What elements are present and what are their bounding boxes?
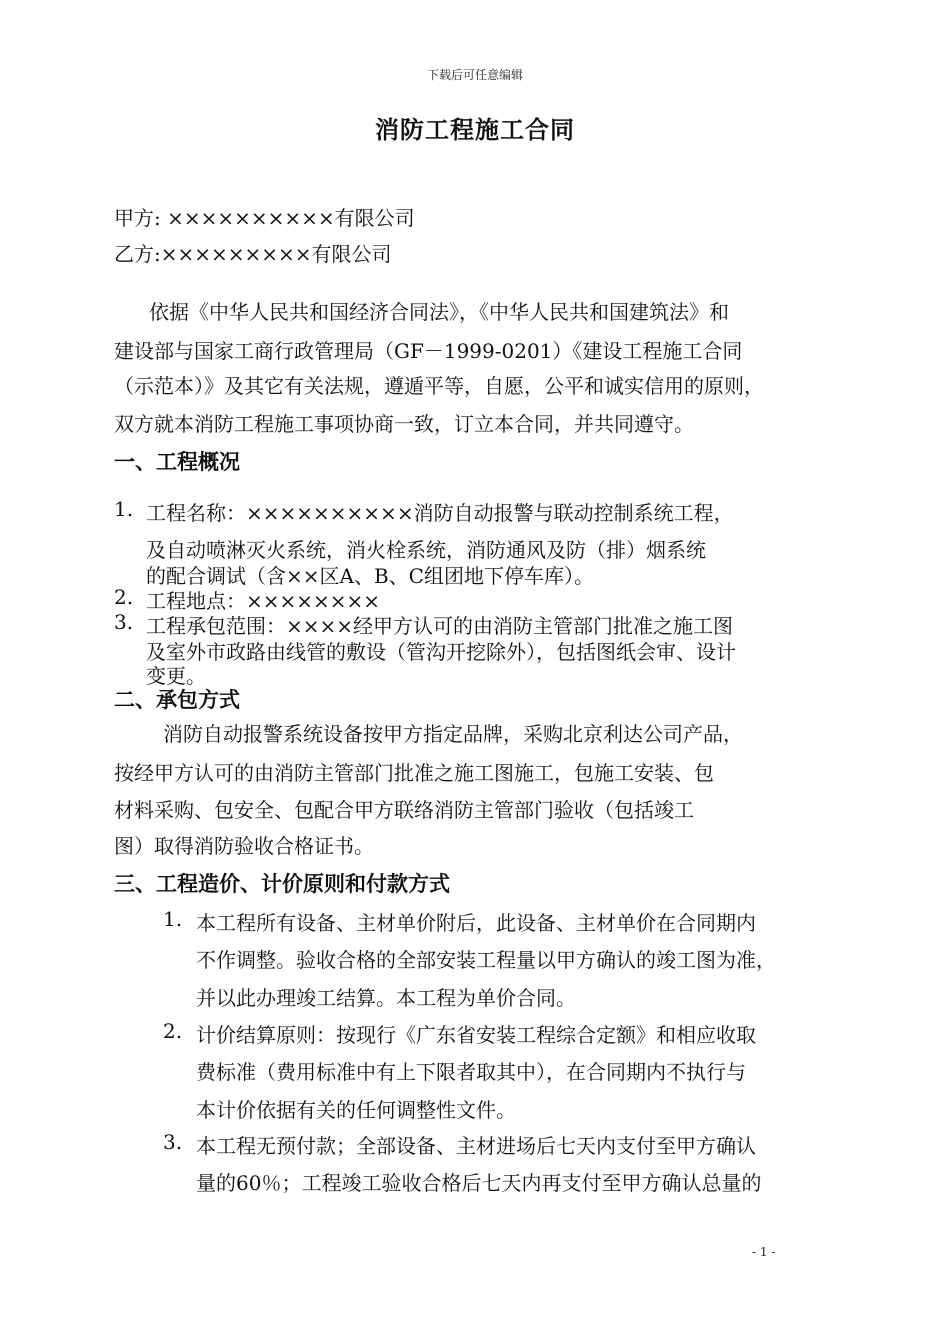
list-item-line: 计价结算原则：按现行《广东省安装工程综合定额》和相应收取 [196, 1023, 756, 1047]
list-item-line: 本工程无预付款；全部设备、主材进场后七天内支付至甲方确认 [196, 1134, 756, 1158]
paragraph-line: 材料采购、包安全、包配合甲方联络消防主管部门验收（包括竣工 [114, 798, 694, 822]
intro-line: 建设部与国家工商行政管理局（GF－1999-0201）《建设工程施工合同 [114, 339, 743, 363]
party-b: 乙方:×××××××××有限公司 [114, 242, 392, 266]
page-number: - 1 - [752, 1245, 776, 1259]
list-item-line: 本工程所有设备、主材单价附后，此设备、主材单价在合同期内 [196, 911, 756, 935]
section-heading: 一、工程概况 [114, 449, 240, 474]
section-heading: 二、承包方式 [114, 687, 240, 712]
list-item-line: 并以此办理竣工结算。本工程为单价合同。 [196, 986, 576, 1010]
paragraph-line: 图）取得消防验收合格证书。 [114, 834, 374, 858]
list-item-line: 工程承包范围：××××经甲方认可的由消防主管部门批准之施工图 [146, 614, 734, 638]
page-header: 下载后可任意编辑 [426, 68, 523, 82]
list-item-line: 不作调整。验收合格的全部安装工程量以甲方确认的竣工图为准， [196, 948, 776, 972]
list-item-line: 工程名称：××××××××××消防自动报警与联动控制系统工程， [146, 501, 734, 525]
list-item-line: 本计价依据有关的任何调整性文件。 [196, 1098, 516, 1122]
list-item-line: 工程地点：×××××××× [146, 589, 381, 613]
list-item-line: 量的60％；工程竣工验收合格后七天内再支付至甲方确认总量的 [196, 1171, 762, 1195]
list-item-number: 2. [114, 585, 134, 609]
intro-line: 依据《中华人民共和国经济合同法》，《中华人民共和国建筑法》和 [149, 300, 729, 324]
intro-line: （示范本）》及其它有关法规，遵遁平等，自愿，公平和诚实信用的原则， [114, 374, 764, 398]
list-item-line: 及室外市政路由线管的敷设（管沟开挖除外），包括图纸会审、设计 [146, 640, 736, 664]
list-item-line: 变更。 [146, 664, 206, 688]
list-item-line: 费标准（费用标准中有上下限者取其中），在合同期内不执行与 [196, 1060, 746, 1084]
list-item-line: 及自动喷淋灭火系统，消火栓系统，消防通风及防（排）烟系统 [146, 538, 706, 562]
paragraph-line: 消防自动报警系统设备按甲方指定品牌，采购北京利达公司产品， [163, 722, 743, 746]
list-item-number: 3. [163, 1130, 183, 1154]
list-item-number: 2. [163, 1019, 183, 1043]
list-item-line: 的配合调试（含××区A、B、C组团地下停车库）。 [146, 564, 594, 588]
list-item-number: 3. [114, 610, 134, 634]
list-item-number: 1. [114, 497, 134, 521]
intro-line: 双方就本消防工程施工事项协商一致，订立本合同，并共同遵守。 [114, 412, 694, 436]
party-a: 甲方: ××××××××××有限公司 [114, 206, 415, 230]
paragraph-line: 按经甲方认可的由消防主管部门批准之施工图施工，包施工安装、包 [114, 761, 714, 785]
list-item-number: 1. [163, 907, 183, 931]
document-title: 消防工程施工合同 [375, 115, 575, 144]
section-heading: 三、工程造价、计价原则和付款方式 [114, 871, 450, 896]
